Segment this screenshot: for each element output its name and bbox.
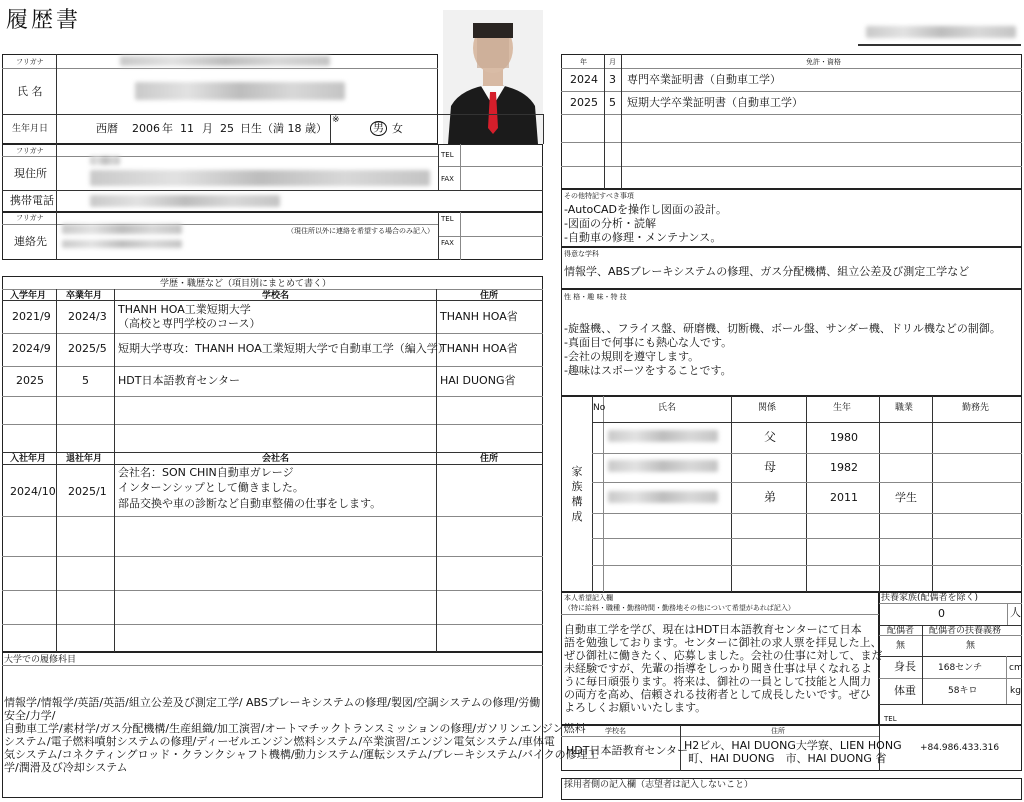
- edu-row-2-school: 短期大学専攻：THANH HOA工業短期大学で自動車工学（編入学）: [118, 342, 449, 355]
- edu-header-end: 卒業年月: [66, 291, 103, 301]
- wish-line-5: うに毎日頑張ります。将来は、御社の一員として技能と人間力: [564, 675, 872, 688]
- blurred-family-name-3: [608, 491, 718, 503]
- work-end: 2025/1: [68, 485, 107, 498]
- license-header-month: 月: [609, 58, 616, 66]
- gender-female: 女: [392, 122, 403, 135]
- family-header-year: 生年: [833, 403, 852, 413]
- work-header-start: 入社年月: [10, 454, 47, 464]
- contact-label: 連絡先: [14, 235, 47, 248]
- family-side-label-3: 構: [571, 495, 583, 508]
- dob-month-unit: 月: [202, 122, 213, 135]
- school-address-header: 住所: [771, 727, 785, 735]
- favorite-label: 得意な学科: [564, 250, 599, 258]
- license-row-1-month: 3: [609, 73, 616, 86]
- family-row-3-year: 2011: [830, 491, 858, 504]
- dob-year: 2006: [132, 122, 160, 135]
- furigana-label: フリガナ: [16, 58, 44, 66]
- work-header-end: 退社年月: [66, 454, 103, 464]
- spouse-value: 無: [896, 641, 906, 651]
- family-row-1-year: 1980: [830, 431, 858, 444]
- edu-row-2-end: 2025/5: [68, 342, 107, 355]
- school-address-line-1: H2ビル、HAI DUONG大学寮、LIEN HONG: [684, 739, 902, 752]
- work-header-company: 会社名: [262, 454, 290, 464]
- family-header-job: 職業: [895, 403, 914, 413]
- license-header-title: 免許・資格: [806, 58, 841, 66]
- document-title: 履歴書: [6, 8, 82, 33]
- personality-line-2: -真面目で何事にも熱心な人です。: [564, 336, 733, 349]
- work-header-address: 住所: [480, 454, 499, 464]
- family-side-label-2: 族: [571, 480, 583, 493]
- edu-row-2-start: 2024/9: [12, 342, 51, 355]
- personality-line-1: -旋盤機、、フライス盤、研磨機、切断機、ボール盤、サンダー機、ドリル機などの制御。: [564, 322, 1001, 335]
- address-label: 現住所: [14, 167, 47, 180]
- wish-line-3: ぜひ御社に働きたく、応募しました。会社の仕事に対して、まだ: [564, 649, 883, 662]
- blurred-furigana: [120, 56, 330, 66]
- family-row-1-relation: 父: [764, 430, 777, 444]
- dependents-box: [879, 592, 1022, 725]
- courses-line-2: 安全/力学/: [4, 709, 56, 722]
- work-start: 2024/10: [10, 485, 56, 498]
- edu-row-3-start: 2025: [16, 374, 44, 387]
- family-row-3-job: 学生: [895, 491, 917, 504]
- personality-line-4: -趣味はスポーツをすることです。: [564, 364, 732, 377]
- weight-value: 58キロ: [948, 686, 978, 696]
- edu-row-2-address: THANH HOA省: [440, 342, 518, 355]
- family-row-2-year: 1982: [830, 461, 858, 474]
- edu-row-3-school: HDT日本語教育センター: [118, 374, 241, 387]
- personality-line-3: -会社の規則を遵守します。: [564, 350, 700, 363]
- school-name: HDT日本語教育センター: [566, 744, 689, 757]
- tel-label: TEL: [441, 151, 454, 159]
- blurred-family-name-1: [608, 430, 718, 442]
- edu-row-1-school: THANH HOA工業短期大学: [118, 303, 251, 316]
- family-header-no: No: [593, 403, 606, 413]
- license-row-2-year: 2025: [570, 96, 598, 109]
- mobile-label: 携帯電話: [10, 194, 54, 207]
- family-header-name: 氏名: [658, 403, 677, 413]
- contact-note: （現住所以外に連絡を希望する場合のみ記入）: [287, 227, 434, 235]
- contact-tel-label: TEL: [441, 215, 454, 223]
- license-header-year: 年: [580, 58, 587, 66]
- family-row-2-relation: 母: [764, 460, 777, 474]
- courses-label: 大学での履修科目: [4, 655, 77, 665]
- school-tel-label: TEL: [884, 715, 897, 723]
- school-address-line-2: 町、HAI DUONG 市、HAI DUONG 省: [688, 752, 887, 765]
- dob-label: 生年月日: [12, 124, 49, 134]
- wish-line-4: 未経験ですが、先輩の指導をしっかり聞き仕事は早くなれるよ: [564, 662, 872, 675]
- license-row-2-month: 5: [609, 96, 616, 109]
- note-mark: ※: [332, 115, 340, 125]
- blurred-address: [90, 170, 430, 186]
- spouse-label: 配偶者: [887, 626, 915, 636]
- person-silhouette-icon: [443, 10, 543, 144]
- wish-line-1: 自動車工学を学び、現在はHDT日本語教育センターにて日本: [564, 623, 862, 636]
- wish-line-7: よろしくお願いいたします。: [564, 701, 707, 714]
- family-row-3-relation: 弟: [764, 490, 777, 504]
- other-line-1: -AutoCADを操作し図面の設計。: [564, 203, 727, 216]
- edu-header-start: 入学年月: [10, 291, 47, 301]
- family-side-label-4: 成: [571, 510, 583, 523]
- history-section-title: 学歴・職歴など（項目別にまとめて書く）: [160, 279, 332, 289]
- weight-label: 体重: [894, 684, 916, 697]
- work-line-3: 部品交換や車の診断など自動車整備の仕事をします。: [118, 497, 382, 510]
- applicant-photo: [443, 10, 543, 144]
- height-value: 168センチ: [938, 663, 983, 673]
- family-header-relation: 関係: [758, 403, 777, 413]
- courses-line-4: システム/電子燃料噴射システムの修理/ディーゼルエンジン燃料システム/卒業演習/エンジン電気システム/車体電: [4, 735, 555, 748]
- family-side-label-1: 家: [571, 465, 583, 478]
- wish-line-6: の両方を高め、信頼される技術者として成長したいです。ぜひ: [564, 688, 871, 701]
- personality-label: 性 格・趣 味・特 技: [564, 293, 627, 301]
- employer-note: 採用者側の記入欄（志望者は記入しないこと）: [564, 780, 754, 790]
- work-line-2: インターンシップとして働きました。: [118, 481, 304, 494]
- family-header-workplace: 勤務先: [962, 403, 990, 413]
- other-line-2: -図面の分析・読解: [564, 217, 656, 230]
- dependents-label: 扶養家族(配偶者を除く): [881, 593, 979, 603]
- dob-suffix: 日生（満 18 歳）: [240, 122, 327, 135]
- dependents-count: 0: [938, 607, 945, 620]
- courses-line-1: 情報学/情報学/英語/英語/組立公差及び測定工学/ ABSブレーキシステムの修理/製図/空調システムの修理/労働: [4, 696, 541, 709]
- courses-line-5: 気システム/コネクティングロッド・クランクシャフト機構/動力システム/運転システム/ブレーキシステム/バイクの修理工: [4, 748, 599, 761]
- blurred-contact-2: [62, 240, 182, 248]
- other-line-3: -自動車の修理・メンテナンス。: [564, 231, 722, 244]
- spouse-support-label: 配偶者の扶養義務: [929, 626, 1002, 636]
- blurred-mobile: [90, 195, 280, 207]
- dob-era: 西暦: [96, 122, 118, 135]
- wish-sub-label: （特に給料・職種・勤務時間・勤務地その他について希望があれば記入）: [564, 604, 795, 612]
- favorite-text: 情報学、ABSブレーキシステムの修理、ガス分配機構、組立公差及び測定工学など: [564, 265, 970, 278]
- blurred-name: [135, 82, 345, 100]
- fax-label: FAX: [441, 175, 454, 183]
- wish-line-2: 語を勉強しております。センターに御社の求人票を拝見した上、: [564, 636, 882, 649]
- blurred-family-name-2: [608, 460, 718, 472]
- courses-line-3: 自動車工学/素材学/ガス分配機構/生産組織/加工演習/オートマチックトランスミッションの修理/ガソリンエンジン燃料: [4, 722, 586, 735]
- edu-row-1-start: 2021/9: [12, 310, 51, 323]
- name-label: 氏 名: [17, 85, 43, 98]
- school-name-header: 学校名: [605, 727, 626, 735]
- edu-header-school: 学校名: [262, 291, 290, 301]
- edu-row-3-address: HAI DUONG省: [440, 374, 516, 387]
- blurred-address-furigana: [90, 156, 120, 165]
- contact-furigana-label: フリガナ: [16, 214, 44, 222]
- spouse-support-value: 無: [966, 641, 976, 651]
- dob-year-unit: 年: [162, 122, 173, 135]
- contact-fax-label: FAX: [441, 239, 454, 247]
- dob-day: 25: [220, 122, 234, 135]
- gender-male: 男: [370, 121, 387, 136]
- school-tel: +84.986.433.316: [920, 743, 1000, 753]
- height-label: 身長: [894, 660, 916, 673]
- weight-unit: kg: [1010, 686, 1021, 696]
- edu-row-3-end: 5: [82, 374, 89, 387]
- edu-header-address: 住所: [480, 291, 499, 301]
- blurred-header-name: [866, 26, 1016, 38]
- edu-row-1-school-2: （高校と専門学校のコース）: [118, 317, 261, 330]
- courses-line-6: 学/潤滑及び冷却システム: [4, 761, 128, 774]
- address-furigana-label: フリガナ: [16, 147, 44, 155]
- blurred-contact: [62, 224, 182, 234]
- wish-label: 本人希望記入欄: [564, 594, 613, 602]
- edu-row-1-address: THANH HOA省: [440, 310, 518, 323]
- dependents-unit: 人: [1010, 606, 1021, 619]
- other-label: その他特記すべき事項: [564, 192, 634, 200]
- height-unit: cm: [1009, 663, 1023, 673]
- dob-month: 11: [180, 122, 194, 135]
- edu-row-1-end: 2024/3: [68, 310, 107, 323]
- license-row-2-name: 短期大学卒業証明書（自動車工学）: [627, 96, 803, 109]
- work-line-1: 会社名：SON CHIN自動車ガレージ: [118, 466, 294, 479]
- license-row-1-year: 2024: [570, 73, 598, 86]
- license-row-1-name: 専門卒業証明書（自動車工学）: [627, 73, 781, 86]
